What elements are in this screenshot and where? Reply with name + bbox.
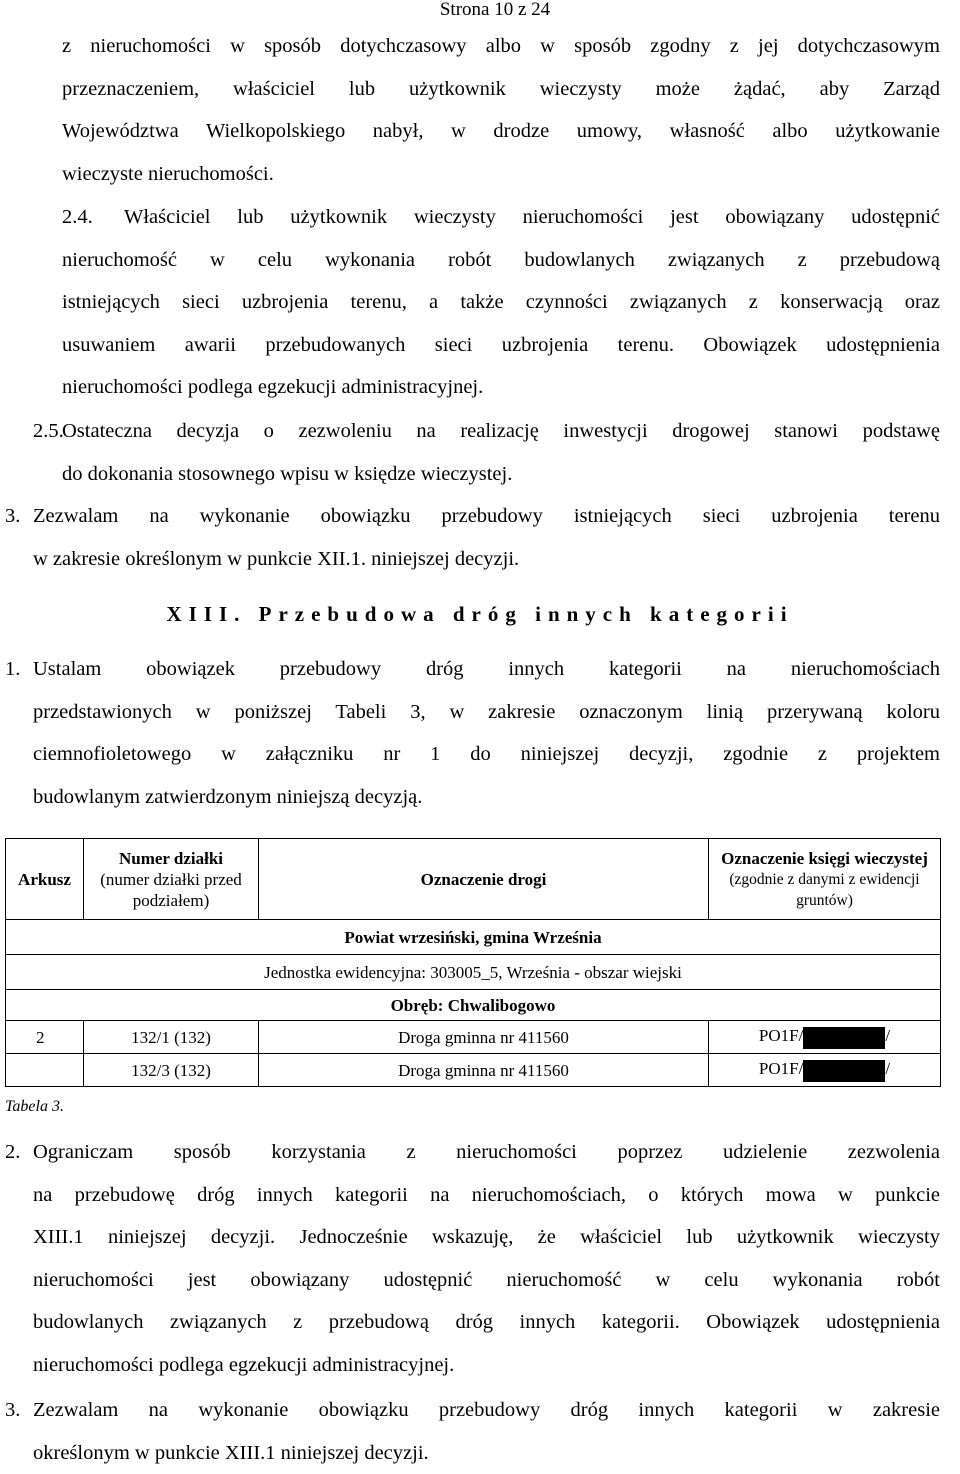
text-line: przedstawionych w poniższej Tabeli 3, w zakresie oznaczonym linią przerywaną koloru: [33, 691, 940, 734]
text-line: z nieruchomości w sposób dotychczasowy albo w sposób zgodny z jej dotychczasowym: [62, 25, 940, 68]
cell-arkusz: [6, 1054, 84, 1087]
text-line: XIII.1 niniejszej decyzji. Jednocześnie wskazuję, że właściciel lub użytkownik wieczysty: [33, 1216, 940, 1259]
cell-arkusz: 2: [6, 1021, 84, 1054]
table-header-row: [6, 839, 941, 920]
page-number: Strona 10 z 24: [0, 0, 960, 20]
cell-dzialka: 132/3 (132): [84, 1054, 259, 1087]
cell-droga: Droga gminna nr 411560: [259, 1054, 709, 1087]
paragraph-3-drogi: [33, 1389, 940, 1474]
text-line: na przebudowę dróg innych kategorii na nieruchomościach, o których mowa w punkcie: [33, 1174, 940, 1217]
cell-ksiega: [709, 1054, 941, 1087]
text-line: określonym w punkcie XIII.1 niniejszej decyzji.: [33, 1432, 940, 1474]
table-group-row: [6, 990, 941, 1021]
text-line: nieruchomość w celu wykonania robót budowlanych związanych z przebudową: [62, 239, 940, 282]
header-arkusz: Arkusz: [6, 839, 84, 920]
paragraph-3-sieci: [33, 495, 940, 580]
text-line: w zakresie określonym w punkcie XII.1. niniejszej decyzji.: [33, 538, 940, 581]
kw-prefix: PO1F/: [759, 1026, 803, 1045]
cell-droga: Droga gminna nr 411560: [259, 1021, 709, 1054]
paragraph-2: [33, 1131, 940, 1386]
kw-suffix: /: [885, 1059, 890, 1078]
text-line: Zezwalam na wykonanie obowiązku przebudowy istniejących sieci uzbrojenia terenu: [33, 495, 940, 538]
redaction-block: [803, 1060, 885, 1082]
text-line: Ograniczam sposób korzystania z nieruchomości poprzez udzielenie zezwolenia: [33, 1131, 940, 1174]
text-line: Właściciel lub użytkownik wieczysty nieruchomości jest obowiązany udostępnić: [124, 196, 940, 239]
text-line: nieruchomości podlega egzekucji administracyjnej.: [62, 366, 940, 409]
paragraph-2-4: [62, 196, 940, 409]
text-line: do dokonania stosownego wpisu w księdze wieczystej.: [62, 453, 940, 496]
table-group-row: [6, 955, 941, 990]
header-numer-dzialki: [84, 839, 259, 920]
cell-dzialka: 132/1 (132): [84, 1021, 259, 1054]
paragraph-number: 3.: [5, 495, 20, 538]
obreb-label: Obręb: Chwalibogowo: [6, 990, 941, 1021]
table-group-row: [6, 920, 941, 955]
header-numer-sub: (numer działki przed podziałem): [88, 869, 254, 911]
paragraph-1: [33, 648, 940, 818]
redaction-block: [803, 1027, 885, 1049]
kw-prefix: PO1F/: [759, 1059, 803, 1078]
header-ksiega: [709, 839, 941, 920]
text-line: budowlanym zatwierdzonym niniejszą decyzją.: [33, 776, 940, 819]
section-heading: XIII. Przebudowa dróg innych kategorii: [0, 598, 960, 630]
text-line: wieczyste nieruchomości.: [62, 153, 940, 196]
powiat-label: Powiat wrzesiński, gmina Września: [6, 920, 941, 955]
jednostka-label: Jednostka ewidencyjna: 303005_5, Września - obszar wiejski: [6, 955, 941, 990]
text-line: Województwa Wielkopolskiego nabył, w drodze umowy, własność albo użytkowanie: [62, 110, 940, 153]
table-caption: Tabela 3.: [5, 1098, 64, 1116]
paragraph-number: 2.5.: [33, 410, 64, 453]
paragraph-number: 2.4.: [62, 196, 93, 239]
paragraph-number: 2.: [5, 1131, 20, 1174]
text-line: istniejących sieci uzbrojenia terenu, a także czynności związanych z konserwacją oraz: [62, 281, 940, 324]
text-line: usuwaniem awarii przebudowanych sieci uzbrojenia terenu. Obowiązek udostępnienia: [62, 324, 940, 367]
text-line: Ustalam obowiązek przebudowy dróg innych kategorii na nieruchomościach: [33, 648, 940, 691]
text-line: Ostateczna decyzja o zezwoleniu na realizację inwestycji drogowej stanowi podstawę: [62, 410, 940, 453]
table-row: [6, 1054, 941, 1087]
paragraph-continuation: [62, 25, 940, 195]
text-line: przeznaczeniem, właściciel lub użytkownik wieczysty może żądać, aby Zarząd: [62, 68, 940, 111]
paragraph-number: 1.: [5, 648, 20, 691]
header-numer-title: Numer działki: [88, 848, 254, 869]
table-3: [5, 838, 941, 1087]
text-line: ciemnofioletowego w załączniku nr 1 do niniejszej decyzji, zgodnie z projektem: [33, 733, 940, 776]
paragraph-number: 3.: [5, 1389, 20, 1432]
text-line: nieruchomości jest obowiązany udostępnić nieruchomość w celu wykonania robót: [33, 1259, 940, 1302]
paragraph-2-5: [62, 410, 940, 495]
text-line: nieruchomości podlega egzekucji administracyjnej.: [33, 1344, 940, 1387]
header-ksiega-sub: (zgodnie z danymi z ewidencji gruntów): [713, 869, 936, 911]
header-oznaczenie-drogi: Oznaczenie drogi: [259, 839, 709, 920]
text-line: Zezwalam na wykonanie obowiązku przebudowy dróg innych kategorii w zakresie: [33, 1389, 940, 1432]
cell-ksiega: [709, 1021, 941, 1054]
table-row: [6, 1021, 941, 1054]
header-ksiega-title: Oznaczenie księgi wieczystej: [713, 848, 936, 869]
text-line: budowlanych związanych z przebudową dróg innych kategorii. Obowiązek udostępnienia: [33, 1301, 940, 1344]
kw-suffix: /: [885, 1026, 890, 1045]
